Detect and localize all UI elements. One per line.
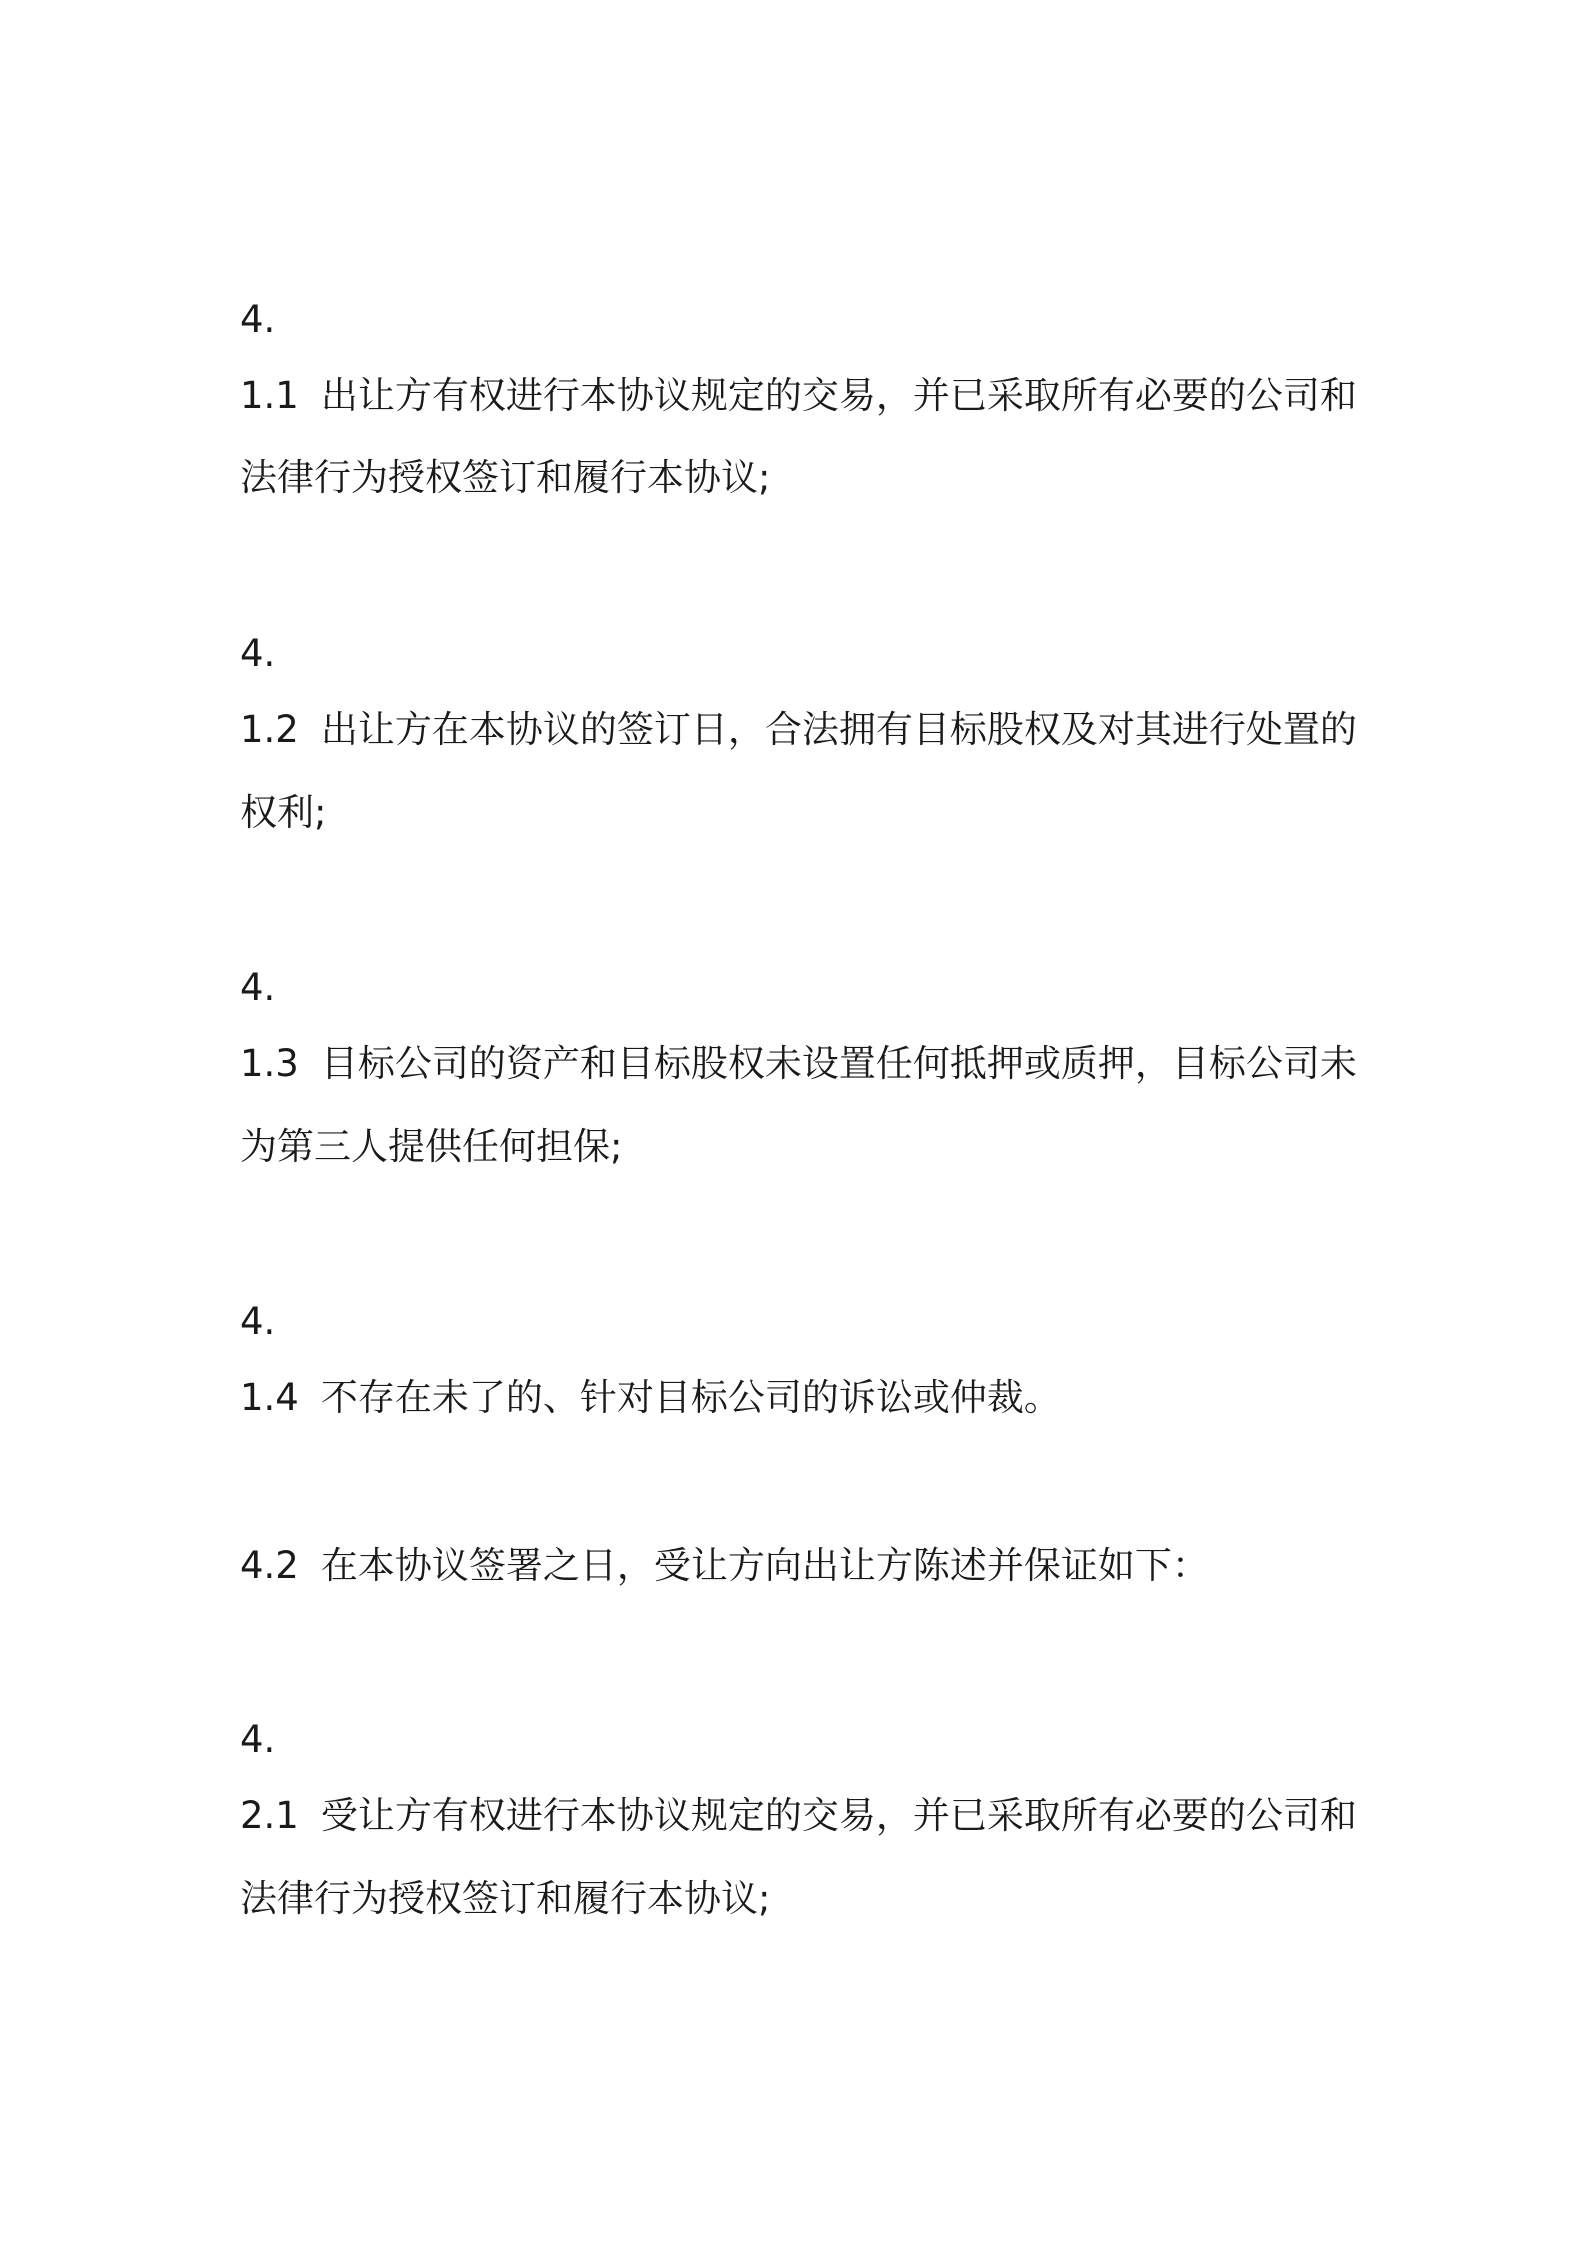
section-number: 4.2 bbox=[240, 1544, 299, 1587]
clause-number: 2.1 bbox=[240, 1794, 299, 1837]
clause-continuation: 为第三人提供任何担保; bbox=[240, 1125, 623, 1168]
clause-continuation: 权利; bbox=[240, 791, 327, 834]
clause-text: 不存在未了的、针对目标公司的诉讼或仲裁。 bbox=[320, 1376, 1061, 1419]
clause-text: 目标公司的资产和目标股权未设置任何抵押或质押，目标公司未 bbox=[320, 1042, 1357, 1085]
clause-number: 1.2 bbox=[240, 708, 299, 751]
clause-text: 出让方在本协议的签订日，合法拥有目标股权及对其进行处置的 bbox=[320, 708, 1357, 751]
section-heading bbox=[240, 1542, 1360, 1590]
clause-text: 出让方有权进行本协议规定的交易，并已采取所有必要的公司和 bbox=[320, 374, 1357, 417]
clause-prefix: 4. bbox=[240, 966, 276, 1009]
clause-number: 1.1 bbox=[240, 374, 299, 417]
clause-line bbox=[240, 1040, 1360, 1088]
clause-prefix: 4. bbox=[240, 1718, 276, 1761]
section-text: 在本协议签署之日，受让方向出让方陈述并保证如下： bbox=[320, 1544, 1209, 1587]
clause-line bbox=[240, 1374, 1360, 1422]
clause-line bbox=[240, 372, 1360, 420]
clause-prefix: 4. bbox=[240, 632, 276, 675]
clause-number: 1.3 bbox=[240, 1042, 299, 1085]
clause-number: 1.4 bbox=[240, 1376, 299, 1419]
clause-text: 受让方有权进行本协议规定的交易，并已采取所有必要的公司和 bbox=[320, 1794, 1357, 1837]
clause-continuation: 法律行为授权签订和履行本协议; bbox=[240, 1877, 771, 1920]
clause-prefix: 4. bbox=[240, 1300, 276, 1343]
clause-prefix: 4. bbox=[240, 298, 276, 341]
clause-line bbox=[240, 1792, 1360, 1840]
clause-continuation: 法律行为授权签订和履行本协议; bbox=[240, 456, 771, 499]
clause-line bbox=[240, 706, 1360, 754]
